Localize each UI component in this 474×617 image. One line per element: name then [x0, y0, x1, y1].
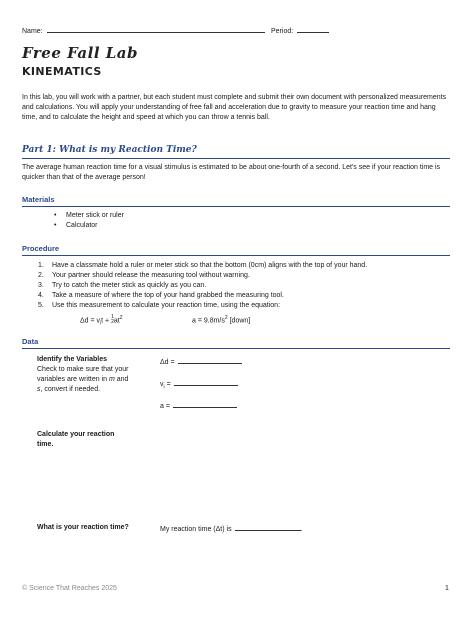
part1-text: The average human reaction time for a visual stimulus is estimated to be about one-fourth of a second. Let's see if your reaction time is quicker than that of the average person! [22, 164, 441, 181]
part1-title: Part 1: What is my Reaction Time? [22, 145, 197, 155]
page-subtitle: KINEMATICS [22, 65, 102, 78]
data-rule [22, 348, 450, 349]
reaction-answer-field[interactable]: My reaction time (Δt) is . [160, 523, 302, 535]
copyright-footer: © Science That Reaches 2025 [22, 585, 117, 592]
procedure-rule [22, 255, 450, 256]
period-field[interactable] [271, 25, 329, 37]
materials-rule [22, 206, 450, 207]
intro-paragraph: In this lab, you will work with a partner, but each student must complete and submit their own document with personalized measurements and calculations. You will apply your understanding of free fall and acceleration due to gravity to measure your reaction time and hang time, and to calculate the height and speed at which you can throw a tennis ball. [22, 94, 447, 121]
vi-field[interactable]: $v_i$ = [160, 378, 238, 392]
page-number: 1 [445, 585, 449, 592]
list-item: 4. Take a measure of where the top of your hand grabbed the measuring tool. [38, 292, 284, 299]
name-label: Name: [22, 28, 43, 35]
vi-blank[interactable] [174, 378, 238, 386]
period-label: Period: [271, 28, 294, 35]
list-item: 1. Have a classmate hold a ruler or meter stick so that the bottom (0cm) aligns with the top of your hand. [38, 262, 368, 269]
materials-list [52, 211, 124, 231]
procedure-list [38, 261, 450, 311]
procedure-heading: Procedure [22, 244, 60, 253]
list-item: • Meter stick or ruler [52, 211, 124, 221]
delta-d-field[interactable]: Δd = [160, 356, 242, 368]
delta-d-blank[interactable] [178, 356, 242, 364]
identify-variables-block: Identify the Variables Check to make sure that your variables are written in m and s, convert if needed. [37, 355, 157, 395]
a-field[interactable]: a = [160, 400, 237, 412]
name-field[interactable] [22, 25, 265, 37]
a-blank[interactable] [173, 400, 237, 408]
name-blank[interactable] [47, 25, 265, 33]
calculate-reaction-label: Calculate your reaction time. [37, 431, 115, 448]
period-blank[interactable] [297, 25, 329, 33]
reaction-question: What is your reaction time? [37, 524, 129, 531]
part1-rule [22, 158, 450, 159]
equation-acceleration: $a = 9.8m/s^2$ [down] [192, 315, 251, 325]
list-item: 3. Try to catch the meter stick as quickly as you can. [38, 282, 207, 289]
data-heading: Data [22, 337, 39, 346]
page-title: Free Fall Lab [22, 44, 139, 62]
list-item: • Calculator [52, 221, 124, 231]
list-item: 5. Use this measurement to calculate your reaction time, using the equation: [38, 302, 281, 309]
identify-heading: Identify the Variables [37, 356, 108, 363]
reaction-answer-blank[interactable] [235, 523, 301, 531]
equation-kinematics: $\Delta d = v_it + 1$ $2at^2$ [80, 314, 123, 327]
materials-heading: Materials [22, 195, 55, 204]
list-item: 2. Your partner should release the measuring tool without warning. [38, 272, 250, 279]
